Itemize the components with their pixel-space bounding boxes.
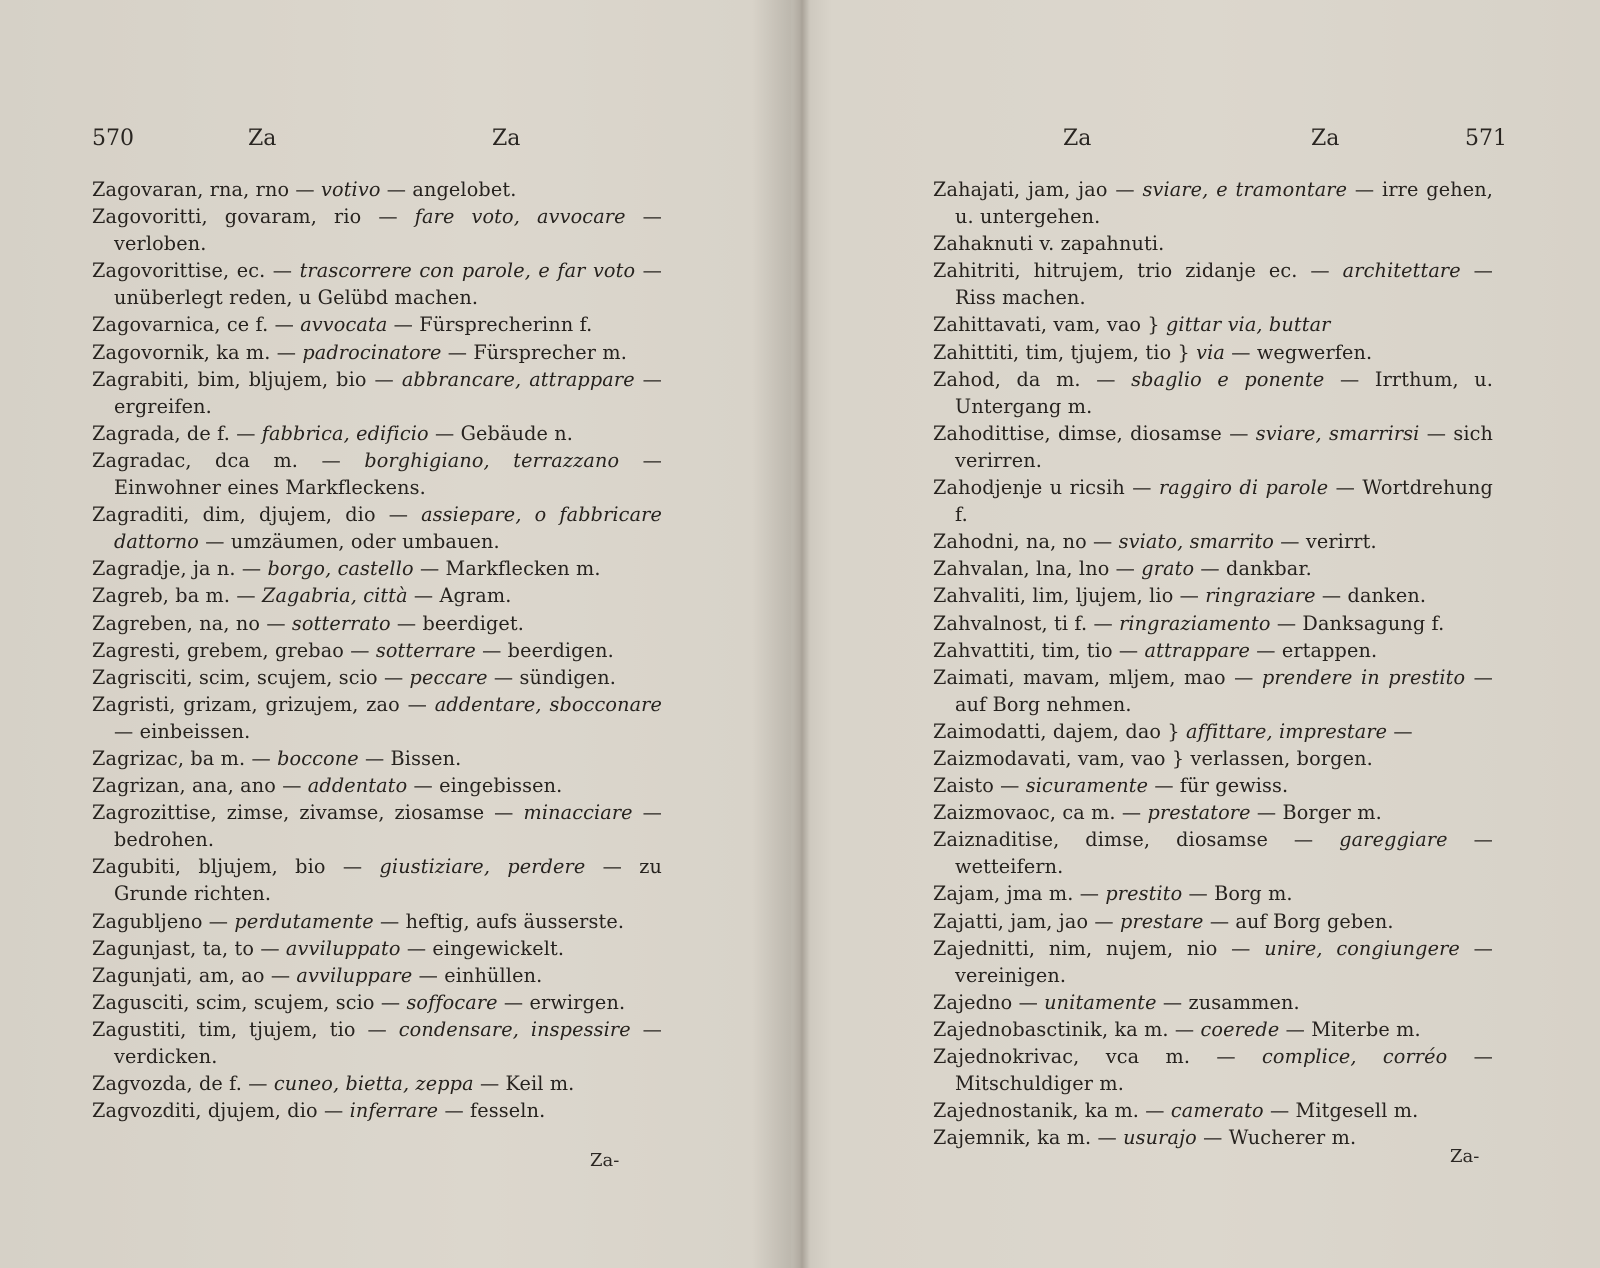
dictionary-entry <box>92 501 662 555</box>
italian-gloss: attrappare <box>1144 638 1251 662</box>
dictionary-entry <box>933 1016 1493 1043</box>
headword: Zajedno — <box>933 990 1045 1014</box>
italian-gloss: padrocinatore <box>302 340 442 364</box>
headword: Zaimodatti, dajem, dao } <box>933 719 1186 743</box>
german-gloss: — umzäumen, oder umbauen. <box>198 530 500 554</box>
headword: Zagovarnica, ce f. — <box>92 313 301 337</box>
italian-gloss: architettare <box>1342 259 1461 283</box>
italian-gloss: votivo <box>321 178 381 201</box>
headword: Zagovaran, rna, rno — <box>92 178 321 201</box>
dictionary-entry <box>92 1097 662 1124</box>
dictionary-entry <box>933 799 1493 826</box>
headword: Zagrada, de f. — <box>92 421 262 445</box>
headword: Zahodittise, dimse, diosamse — <box>933 421 1256 445</box>
dictionary-entry <box>933 474 1493 528</box>
headword: Zajednokrivac, vca m. — <box>933 1045 1262 1068</box>
italian-gloss: complice, corréo <box>1262 1045 1448 1068</box>
italian-gloss: addentare, sbocconare <box>434 692 662 716</box>
headword: Zagusciti, scim, scujem, scio — <box>92 990 407 1014</box>
german-gloss: — Fürsprecher m. <box>441 340 627 364</box>
italian-gloss: inferrare <box>349 1099 439 1123</box>
italian-gloss: prestare <box>1120 909 1204 933</box>
dictionary-entry <box>933 664 1493 718</box>
dictionary-entries <box>92 176 662 1124</box>
italian-gloss: minacciare <box>523 801 633 825</box>
italian-gloss: ringraziare <box>1205 584 1316 608</box>
german-gloss: — vereinigen. <box>955 936 1493 987</box>
headword: Zagvozda, de f. — <box>92 1072 274 1096</box>
headword: Zagraditi, dim, djujem, dio — <box>92 503 422 527</box>
german-gloss: — verirrt. <box>1274 530 1377 554</box>
german-gloss: — Bissen. <box>358 746 462 770</box>
dictionary-entry <box>933 582 1493 609</box>
headword: Zahodjenje u ricsih — <box>933 476 1159 500</box>
running-header-left: Za <box>1063 126 1092 151</box>
dictionary-entry <box>933 826 1493 880</box>
german-gloss: — Markflecken m. <box>413 557 601 581</box>
german-gloss: — für gewiss. <box>1148 774 1289 798</box>
headword: Zaizmodavati, vam, vao } <box>933 746 1191 770</box>
german-gloss: — Irrthum, u. Untergang m. <box>955 367 1493 418</box>
dictionary-entry <box>933 1097 1493 1124</box>
dictionary-entry <box>92 366 662 420</box>
german-gloss: — Borg m. <box>1182 882 1293 906</box>
headword: Zajednobasctinik, ka m. — <box>933 1017 1201 1041</box>
running-header-left: Za <box>248 126 277 151</box>
dictionary-entry <box>92 610 662 637</box>
german-gloss: verlassen, borgen. <box>1190 746 1373 770</box>
italian-gloss: usurajo <box>1123 1126 1197 1150</box>
headword: Zagunjati, am, ao — <box>92 963 297 987</box>
german-gloss: — Agram. <box>407 584 512 608</box>
italian-gloss: cuneo, bietta, zeppa <box>273 1072 474 1096</box>
headword: Zagovornik, ka m. — <box>92 340 303 364</box>
italian-gloss: grato <box>1141 557 1195 581</box>
italian-gloss: addentato <box>307 774 408 798</box>
dictionary-entry <box>92 908 662 935</box>
headword: Zaisto — <box>933 774 1026 798</box>
italian-gloss: assiepare, o fabbricare dattorno <box>114 503 662 554</box>
dictionary-entry <box>92 257 662 311</box>
italian-gloss: trascorrere con parole, e far voto <box>299 259 636 283</box>
headword: Zahod, da m. — <box>933 367 1132 391</box>
headword: Zahaknuti v. zapahnuti. <box>933 232 1165 256</box>
german-gloss: — zu Grunde richten. <box>114 855 662 906</box>
headword: Zahvattiti, tim, tio — <box>933 638 1145 662</box>
german-gloss: — wegwerfen. <box>1225 340 1373 364</box>
dictionary-entry <box>933 366 1493 420</box>
german-gloss: — Wucherer m. <box>1196 1126 1357 1150</box>
german-gloss: — ergreifen. <box>114 367 662 418</box>
german-gloss: — heftig, aufs äusserste. <box>373 909 625 933</box>
german-gloss: — erwirgen. <box>497 990 626 1014</box>
italian-gloss: affittare, imprestare <box>1185 719 1388 743</box>
german-gloss: — ertappen. <box>1250 638 1378 662</box>
headword: Zagresti, grebem, grebao — <box>92 638 376 662</box>
page-number: 571 <box>1465 126 1507 151</box>
headword: Zagovorittise, ec. — <box>92 259 300 283</box>
dictionary-entry <box>933 718 1493 745</box>
headword: Zagreben, na, no — <box>92 611 292 635</box>
headword: Zahvalnost, ti f. — <box>933 611 1120 635</box>
italian-gloss: prendere in prestito <box>1261 665 1466 689</box>
german-gloss: — Wortdrehung f. <box>955 476 1493 527</box>
catchword: Za- <box>590 1150 620 1171</box>
headword: Zagristi, grizam, grizujem, zao — <box>92 692 435 716</box>
dictionary-entry <box>92 1016 662 1070</box>
german-gloss: — eingewickelt. <box>400 936 565 960</box>
dictionary-entry <box>92 582 662 609</box>
headword: Zagrizan, ana, ano — <box>92 774 308 798</box>
italian-gloss: avvocata <box>300 313 388 337</box>
italian-gloss: gareggiare <box>1339 828 1448 852</box>
italian-gloss: gittar via, buttar <box>1165 313 1331 337</box>
dictionary-entry <box>92 935 662 962</box>
headword: Zajatti, jam, jao — <box>933 909 1121 933</box>
headword: Zagreb, ba m. — <box>92 584 262 608</box>
dictionary-entry <box>933 880 1493 907</box>
dictionary-entry <box>933 610 1493 637</box>
dictionary-entry <box>933 908 1493 935</box>
dictionary-entry <box>933 555 1493 582</box>
dictionary-entry <box>933 989 1493 1016</box>
italian-gloss: sviato, smarrito <box>1118 530 1275 554</box>
italian-gloss: sotterrato <box>291 611 391 635</box>
dictionary-entry <box>92 203 662 257</box>
german-gloss: — Borger m. <box>1250 801 1382 825</box>
german-gloss: — danken. <box>1315 584 1427 608</box>
dictionary-entry <box>92 745 662 772</box>
dictionary-entry <box>92 339 662 366</box>
italian-gloss: giustiziare, perdere <box>379 855 586 879</box>
headword: Zahittavati, vam, vao } <box>933 313 1166 337</box>
dictionary-entry <box>92 962 662 989</box>
page-number: 570 <box>92 126 134 151</box>
italian-gloss: condensare, inspessire <box>398 1017 631 1041</box>
german-gloss: — zusammen. <box>1156 990 1300 1014</box>
headword: Zahvalan, lna, lno — <box>933 557 1142 581</box>
german-gloss: — Einwohner eines Markfleckens. <box>114 448 662 500</box>
german-gloss: — dankbar. <box>1194 557 1312 581</box>
italian-gloss: Zagabria, città <box>261 584 408 608</box>
dictionary-entry <box>92 799 662 853</box>
german-gloss: — auf Borg geben. <box>1203 909 1394 933</box>
italian-gloss: via <box>1196 340 1226 364</box>
italian-gloss: fabbrica, edificio <box>261 421 429 445</box>
italian-gloss: soffocare <box>406 990 498 1014</box>
german-gloss: — verloben. <box>114 205 662 256</box>
headword: Zahodni, na, no — <box>933 530 1119 554</box>
dictionary-entry <box>92 420 662 447</box>
italian-gloss: sviare, smarrirsi <box>1255 421 1420 445</box>
german-gloss: — verdicken. <box>114 1017 662 1068</box>
headword: Zahittiti, tim, tjujem, tio } <box>933 340 1197 364</box>
headword: Zahajati, jam, jao — <box>933 178 1143 201</box>
dictionary-entry <box>933 339 1493 366</box>
right-page <box>805 0 1600 1268</box>
dictionary-entry <box>92 853 662 907</box>
german-gloss: — Keil m. <box>473 1072 575 1096</box>
german-gloss: — fesseln. <box>438 1099 546 1123</box>
headword: Zahitriti, hitrujem, trio zidanje ec. — <box>933 259 1343 283</box>
dictionary-entry <box>92 664 662 691</box>
dictionary-entry <box>92 176 662 203</box>
dictionary-entry <box>933 230 1493 257</box>
italian-gloss: fare voto, avvocare <box>414 205 626 229</box>
italian-gloss: prestatore <box>1147 801 1251 825</box>
headword: Zagustiti, tim, tjujem, tio — <box>92 1017 399 1041</box>
german-gloss: — wetteifern. <box>955 828 1493 879</box>
headword: Zagrizac, ba m. — <box>92 746 278 770</box>
dictionary-entry <box>92 772 662 799</box>
dictionary-entry <box>92 637 662 664</box>
german-gloss: — einbeissen. <box>114 719 251 743</box>
dictionary-entry <box>92 1070 662 1097</box>
dictionary-entry <box>933 528 1493 555</box>
headword: Zajam, jma m. — <box>933 882 1106 906</box>
german-gloss: — sündigen. <box>487 665 616 689</box>
german-gloss: — beerdiget. <box>390 611 525 635</box>
headword: Zagovoritti, govaram, rio — <box>92 205 415 229</box>
italian-gloss: boccone <box>277 746 359 770</box>
italian-gloss: perdutamente <box>234 909 374 933</box>
italian-gloss: peccare <box>409 665 488 689</box>
headword: Zajednitti, nim, nujem, nio — <box>933 936 1265 960</box>
dictionary-entry <box>933 745 1493 772</box>
headword: Zagubljeno — <box>92 909 235 933</box>
italian-gloss: avviluppato <box>285 936 401 960</box>
italian-gloss: unitamente <box>1044 990 1157 1014</box>
dictionary-entries <box>933 176 1493 1151</box>
german-gloss: — Gebäude n. <box>428 421 574 445</box>
german-gloss: — irre gehen, u. untergehen. <box>955 178 1494 229</box>
italian-gloss: prestito <box>1105 882 1183 906</box>
german-gloss: — Miterbe m. <box>1279 1017 1421 1041</box>
headword: Zaiznaditise, dimse, diosamse — <box>933 828 1340 852</box>
headword: Zagradje, ja n. — <box>92 557 268 581</box>
headword: Zahvaliti, lim, ljujem, lio — <box>933 584 1206 608</box>
catchword: Za- <box>1450 1146 1480 1167</box>
italian-gloss: ringraziamento <box>1119 611 1271 635</box>
italian-gloss: unire, congiungere <box>1264 936 1460 960</box>
dictionary-entry <box>933 257 1493 311</box>
italian-gloss: avviluppare <box>296 963 413 987</box>
headword: Zaizmovaoc, ca m. — <box>933 801 1148 825</box>
dictionary-entry <box>933 637 1493 664</box>
dictionary-entry <box>933 420 1493 474</box>
german-gloss: — Mitschuldiger m. <box>955 1045 1493 1096</box>
dictionary-entry <box>933 1124 1493 1151</box>
headword: Zagrozittise, zimse, zivamse, ziosamse — <box>92 801 524 825</box>
italian-gloss: sviare, e tramontare <box>1142 178 1348 201</box>
dictionary-entry <box>933 176 1493 230</box>
dictionary-entry <box>933 311 1493 338</box>
headword: Zagrabiti, bim, bljujem, bio — <box>92 367 402 391</box>
dictionary-entry <box>92 311 662 338</box>
italian-gloss: coerede <box>1200 1017 1280 1041</box>
german-gloss: — unüberlegt reden, u Gelübd machen. <box>114 259 662 310</box>
german-gloss: — eingebissen. <box>407 774 563 798</box>
dictionary-entry <box>933 772 1493 799</box>
german-gloss: — auf Borg nehmen. <box>955 665 1493 716</box>
dictionary-entry <box>92 447 662 501</box>
left-page <box>0 0 795 1268</box>
german-gloss: — angelobet. <box>380 178 517 201</box>
italian-gloss: borghigiano, terrazzano <box>364 448 620 472</box>
german-gloss: — <box>1387 719 1413 743</box>
headword: Zaimati, mavam, mljem, mao — <box>933 665 1262 689</box>
dictionary-entry <box>933 935 1493 989</box>
headword: Zajemnik, ka m. — <box>933 1126 1124 1150</box>
italian-gloss: camerato <box>1170 1099 1264 1123</box>
running-header-right: Za <box>1311 126 1340 151</box>
german-gloss: — beerdigen. <box>475 638 614 662</box>
headword: Zagrisciti, scim, scujem, scio — <box>92 665 410 689</box>
italian-gloss: sbaglio e ponente <box>1131 367 1325 391</box>
headword: Zagunjast, ta, to — <box>92 936 286 960</box>
headword: Zagubiti, bljujem, bio — <box>92 855 380 879</box>
german-gloss: — Mitgesell m. <box>1263 1099 1419 1123</box>
german-gloss: — Danksagung f. <box>1270 611 1445 635</box>
italian-gloss: borgo, castello <box>267 557 414 581</box>
dictionary-entry <box>92 691 662 745</box>
headword: Zajednostanik, ka m. — <box>933 1099 1171 1123</box>
dictionary-entry <box>92 555 662 582</box>
italian-gloss: sotterrare <box>375 638 476 662</box>
german-gloss: — Riss machen. <box>955 259 1494 310</box>
italian-gloss: abbrancare, attrappare <box>401 367 635 391</box>
headword: Zagvozditi, djujem, dio — <box>92 1099 350 1123</box>
german-gloss: — sich verirren. <box>955 421 1494 472</box>
german-gloss: — einhüllen. <box>412 963 543 987</box>
italian-gloss: sicuramente <box>1025 774 1149 798</box>
dictionary-entry <box>92 989 662 1016</box>
italian-gloss: raggiro di parole <box>1158 476 1329 500</box>
running-header-right: Za <box>492 126 521 151</box>
german-gloss: — bedrohen. <box>114 801 662 852</box>
headword: Zagradac, dca m. — <box>92 448 365 472</box>
dictionary-entry <box>933 1043 1493 1097</box>
german-gloss: — Fürsprecherinn f. <box>387 313 593 337</box>
